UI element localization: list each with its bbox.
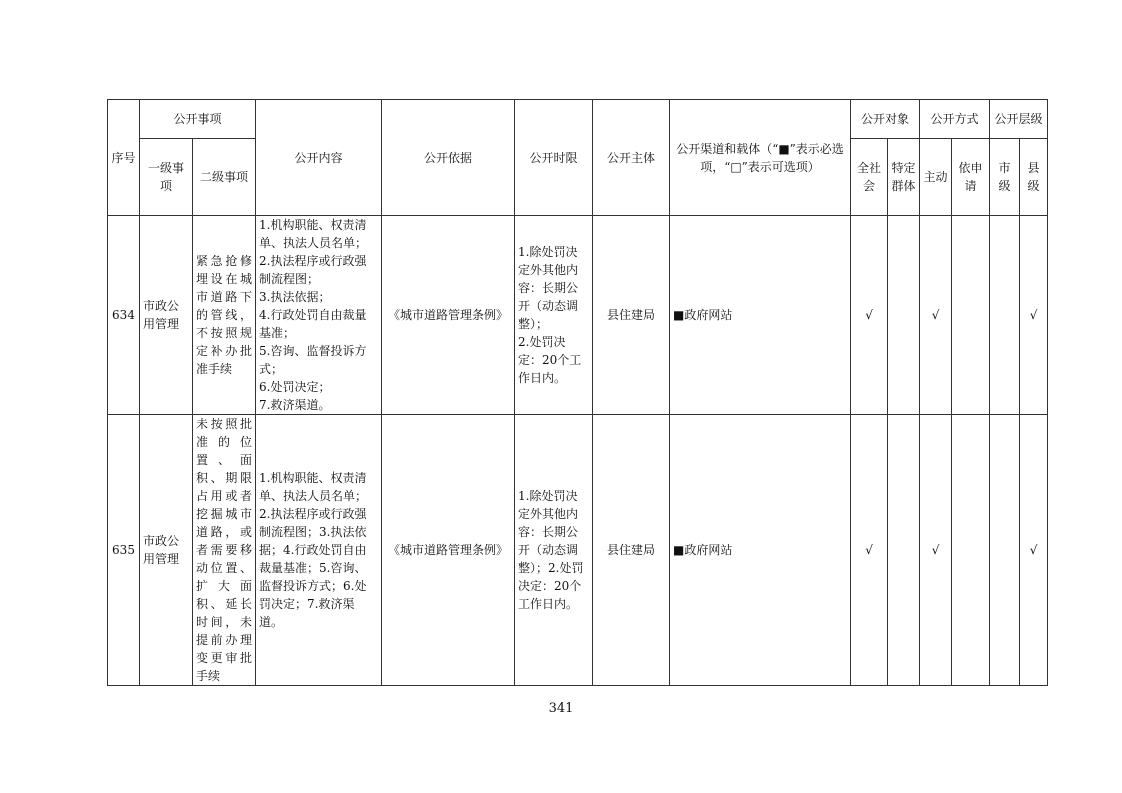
page-number: 341 xyxy=(548,701,574,716)
row-target-group xyxy=(888,216,920,415)
content-line: 6.处罚决定； xyxy=(259,380,331,394)
row-level1: 市政公用管理 xyxy=(140,216,193,415)
row-method-active: √ xyxy=(920,216,952,415)
row-basis: 《城市道路管理条例》 xyxy=(382,216,515,415)
content-line: 1.机构职能、权责清单、执法人员名单；2.执法程序或行政强制流程图；3.执法依据；4.行政处罚自由裁量基准；5.咨询、监督投诉方式；6.处罚决定；7.救济渠道。 xyxy=(259,471,368,629)
row-basis: 《城市道路管理条例》 xyxy=(382,415,515,686)
header-target: 公开对象 xyxy=(851,100,920,139)
header-level-county: 县级 xyxy=(1020,139,1048,216)
header-target-group: 特定群体 xyxy=(888,139,920,216)
header-seq: 序号 xyxy=(108,100,140,216)
header-level: 公开层级 xyxy=(990,100,1048,139)
header-content: 公开内容 xyxy=(256,100,382,216)
row-target-all: √ xyxy=(851,216,888,415)
header-row-1 xyxy=(108,100,1048,139)
row-channel: ■政府网站 xyxy=(670,216,851,415)
content-line: 1.机构职能、权责清单、执法人员名单； xyxy=(259,218,368,250)
row-time-limit xyxy=(515,415,593,686)
row-seq: 635 xyxy=(108,415,140,686)
row-content xyxy=(256,216,382,415)
header-target-all: 全社会 xyxy=(851,139,888,216)
disclosure-table xyxy=(107,99,1048,686)
row-subject: 县住建局 xyxy=(593,216,670,415)
row-level-city xyxy=(990,216,1020,415)
row-level2: 未按照批准的位置、面积、期限占用或者挖掘城市道路，或者需要移动位置、扩大面积、延长时间，未提前办理变更审批手续 xyxy=(193,415,256,686)
header-subject: 公开主体 xyxy=(593,100,670,216)
header-method: 公开方式 xyxy=(920,100,990,139)
header-method-request: 依申请 xyxy=(952,139,990,216)
content-line: 2.执法程序或行政强制流程图； xyxy=(259,254,367,286)
row-subject: 县住建局 xyxy=(593,415,670,686)
row-level1: 市政公用管理 xyxy=(140,415,193,686)
content-line: 3.执法依据； xyxy=(259,290,331,304)
header-level2: 二级事项 xyxy=(193,139,256,216)
header-basis: 公开依据 xyxy=(382,100,515,216)
row-level-city xyxy=(990,415,1020,686)
row-time-limit xyxy=(515,216,593,415)
row-method-request xyxy=(952,216,990,415)
header-time-limit: 公开时限 xyxy=(515,100,593,216)
header-channel: 公开渠道和载体（“■”表示必选项，“□”表示可选项） xyxy=(670,100,851,216)
header-level-city: 市级 xyxy=(990,139,1020,216)
row-content xyxy=(256,415,382,686)
row-method-request xyxy=(952,415,990,686)
time-limit-line: 2.处罚决定：20个工作日内。 xyxy=(518,335,582,385)
time-limit-line: 1.除处罚决定外其他内容：长期公开（动态调整）； xyxy=(518,245,579,331)
row-level-county: √ xyxy=(1020,415,1048,686)
header-level1: 一级事项 xyxy=(140,139,193,216)
content-line: 5.咨询、监督投诉方式； xyxy=(259,344,367,376)
header-method-active: 主动 xyxy=(920,139,952,216)
time-limit-line: 1.除处罚决定外其他内容：长期公开（动态调整）；2.处罚决定：20个工作日内。 xyxy=(518,489,584,611)
content-line: 4.行政处罚自由裁量基准； xyxy=(259,308,367,340)
row-target-group xyxy=(888,415,920,686)
table-row xyxy=(108,216,1048,415)
table-row xyxy=(108,415,1048,686)
row-target-all: √ xyxy=(851,415,888,686)
row-level2: 紧急抢修埋设在城市道路下的管线，不按照规定补办批准手续 xyxy=(193,216,256,415)
row-channel: ■政府网站 xyxy=(670,415,851,686)
row-level-county: √ xyxy=(1020,216,1048,415)
content-line: 7.救济渠道。 xyxy=(259,398,331,412)
row-method-active: √ xyxy=(920,415,952,686)
row-seq: 634 xyxy=(108,216,140,415)
header-item-group: 公开事项 xyxy=(140,100,256,139)
